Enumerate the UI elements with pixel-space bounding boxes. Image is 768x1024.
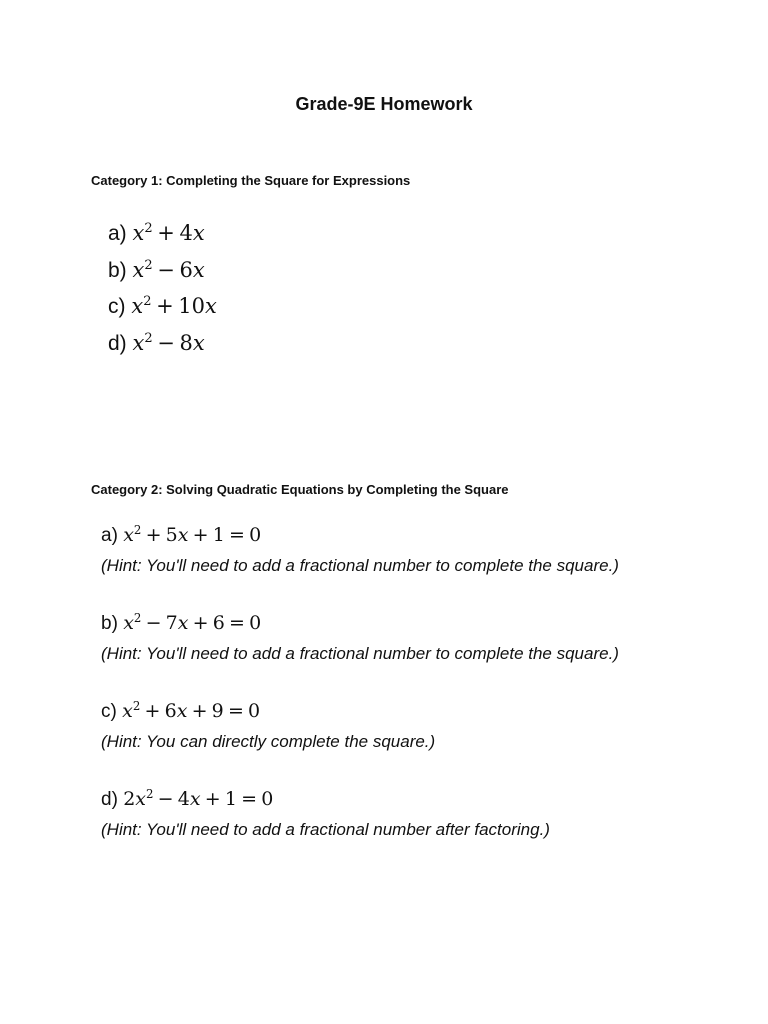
item-label: c) [101,701,117,722]
hint-text: (Hint: You'll need to add a fractional number after factoring.) [101,820,550,839]
expression-item [108,255,217,292]
exponent: 2 [144,330,153,346]
right-hand-side: 0 [261,788,274,810]
operator: + [144,700,161,722]
expression-item [108,291,217,328]
item-label: b) [108,258,127,282]
expression [133,221,205,245]
operator: + [156,294,174,318]
item-label: d) [108,331,127,355]
expression [131,294,217,318]
exponent: 2 [133,610,142,625]
item-label: c) [108,295,126,318]
exponent: 2 [143,294,152,310]
variable: x [192,257,205,282]
coefficient: 4 [177,788,190,810]
expression [133,258,205,282]
item-label: d) [101,789,118,810]
equation-line [101,786,550,813]
coefficient: 6 [164,700,177,722]
variable: x [192,330,205,355]
constant: 1 [212,524,225,546]
equation-line [101,522,619,549]
expression-item [108,218,217,255]
constant: 1 [224,788,237,810]
equation [123,788,273,810]
coefficient: 4 [179,221,193,245]
coefficient: 5 [165,524,178,546]
expression-item [108,328,217,365]
coefficient: 6 [179,257,193,282]
variable: x [135,788,146,810]
exponent: 2 [144,257,153,273]
item-label: a) [108,222,127,245]
equation [123,524,261,546]
equation-item [101,610,619,665]
equation [122,700,260,722]
operator: − [145,612,162,634]
operator: − [157,788,174,810]
operator: + [192,524,209,546]
hint-text: (Hint: You'll need to add a fractional number to complete the square.) [101,556,619,575]
constant: 6 [212,612,225,634]
variable: x [131,294,144,318]
exponent: 2 [132,698,141,713]
constant: 9 [211,700,224,722]
variable: x [176,700,188,722]
category-2-heading: Category 2: Solving Quadratic Equations by Completing the Square [91,482,509,497]
equals-sign: = [229,612,245,634]
operator: + [145,524,162,546]
equation-line [101,698,435,725]
variable: x [205,294,217,318]
variable: x [123,612,134,634]
hint-text: (Hint: You'll need to add a fractional number to complete the square.) [101,644,619,663]
variable: x [122,700,133,722]
page-title: Grade-9E Homework [295,94,473,114]
coefficient: 10 [178,294,206,318]
equals-sign: = [229,524,245,546]
leading-coefficient: 2 [123,788,136,810]
coefficient: 8 [179,330,193,355]
variable: x [123,524,134,546]
exponent: 2 [146,786,154,801]
equation-item [101,698,435,753]
variable: x [132,257,145,282]
operator: + [157,221,175,245]
equation [123,612,261,634]
operator: − [157,257,175,282]
variable: x [177,524,189,546]
category-1-list [108,218,217,364]
right-hand-side: 0 [249,612,262,634]
coefficient: 7 [165,612,178,634]
right-hand-side: 0 [249,524,262,546]
exponent: 2 [133,522,142,537]
variable: x [189,788,201,810]
expression [133,331,205,355]
item-label: b) [101,613,118,634]
variable: x [177,612,189,634]
equals-sign: = [241,788,258,810]
operator: + [204,788,221,810]
exponent: 2 [144,221,153,237]
operator: + [191,700,208,722]
hint-text: (Hint: You can directly complete the square.) [101,732,436,751]
variable: x [192,221,205,245]
variable: x [132,221,145,245]
operator: + [192,612,209,634]
item-label: a) [101,525,118,546]
right-hand-side: 0 [248,700,261,722]
equation-item [101,522,619,577]
operator: − [157,330,175,355]
equation-item [101,786,550,841]
equation-line [101,610,619,637]
variable: x [132,330,145,355]
category-1-heading: Category 1: Completing the Square for Expressions [91,173,411,188]
equals-sign: = [227,700,244,722]
